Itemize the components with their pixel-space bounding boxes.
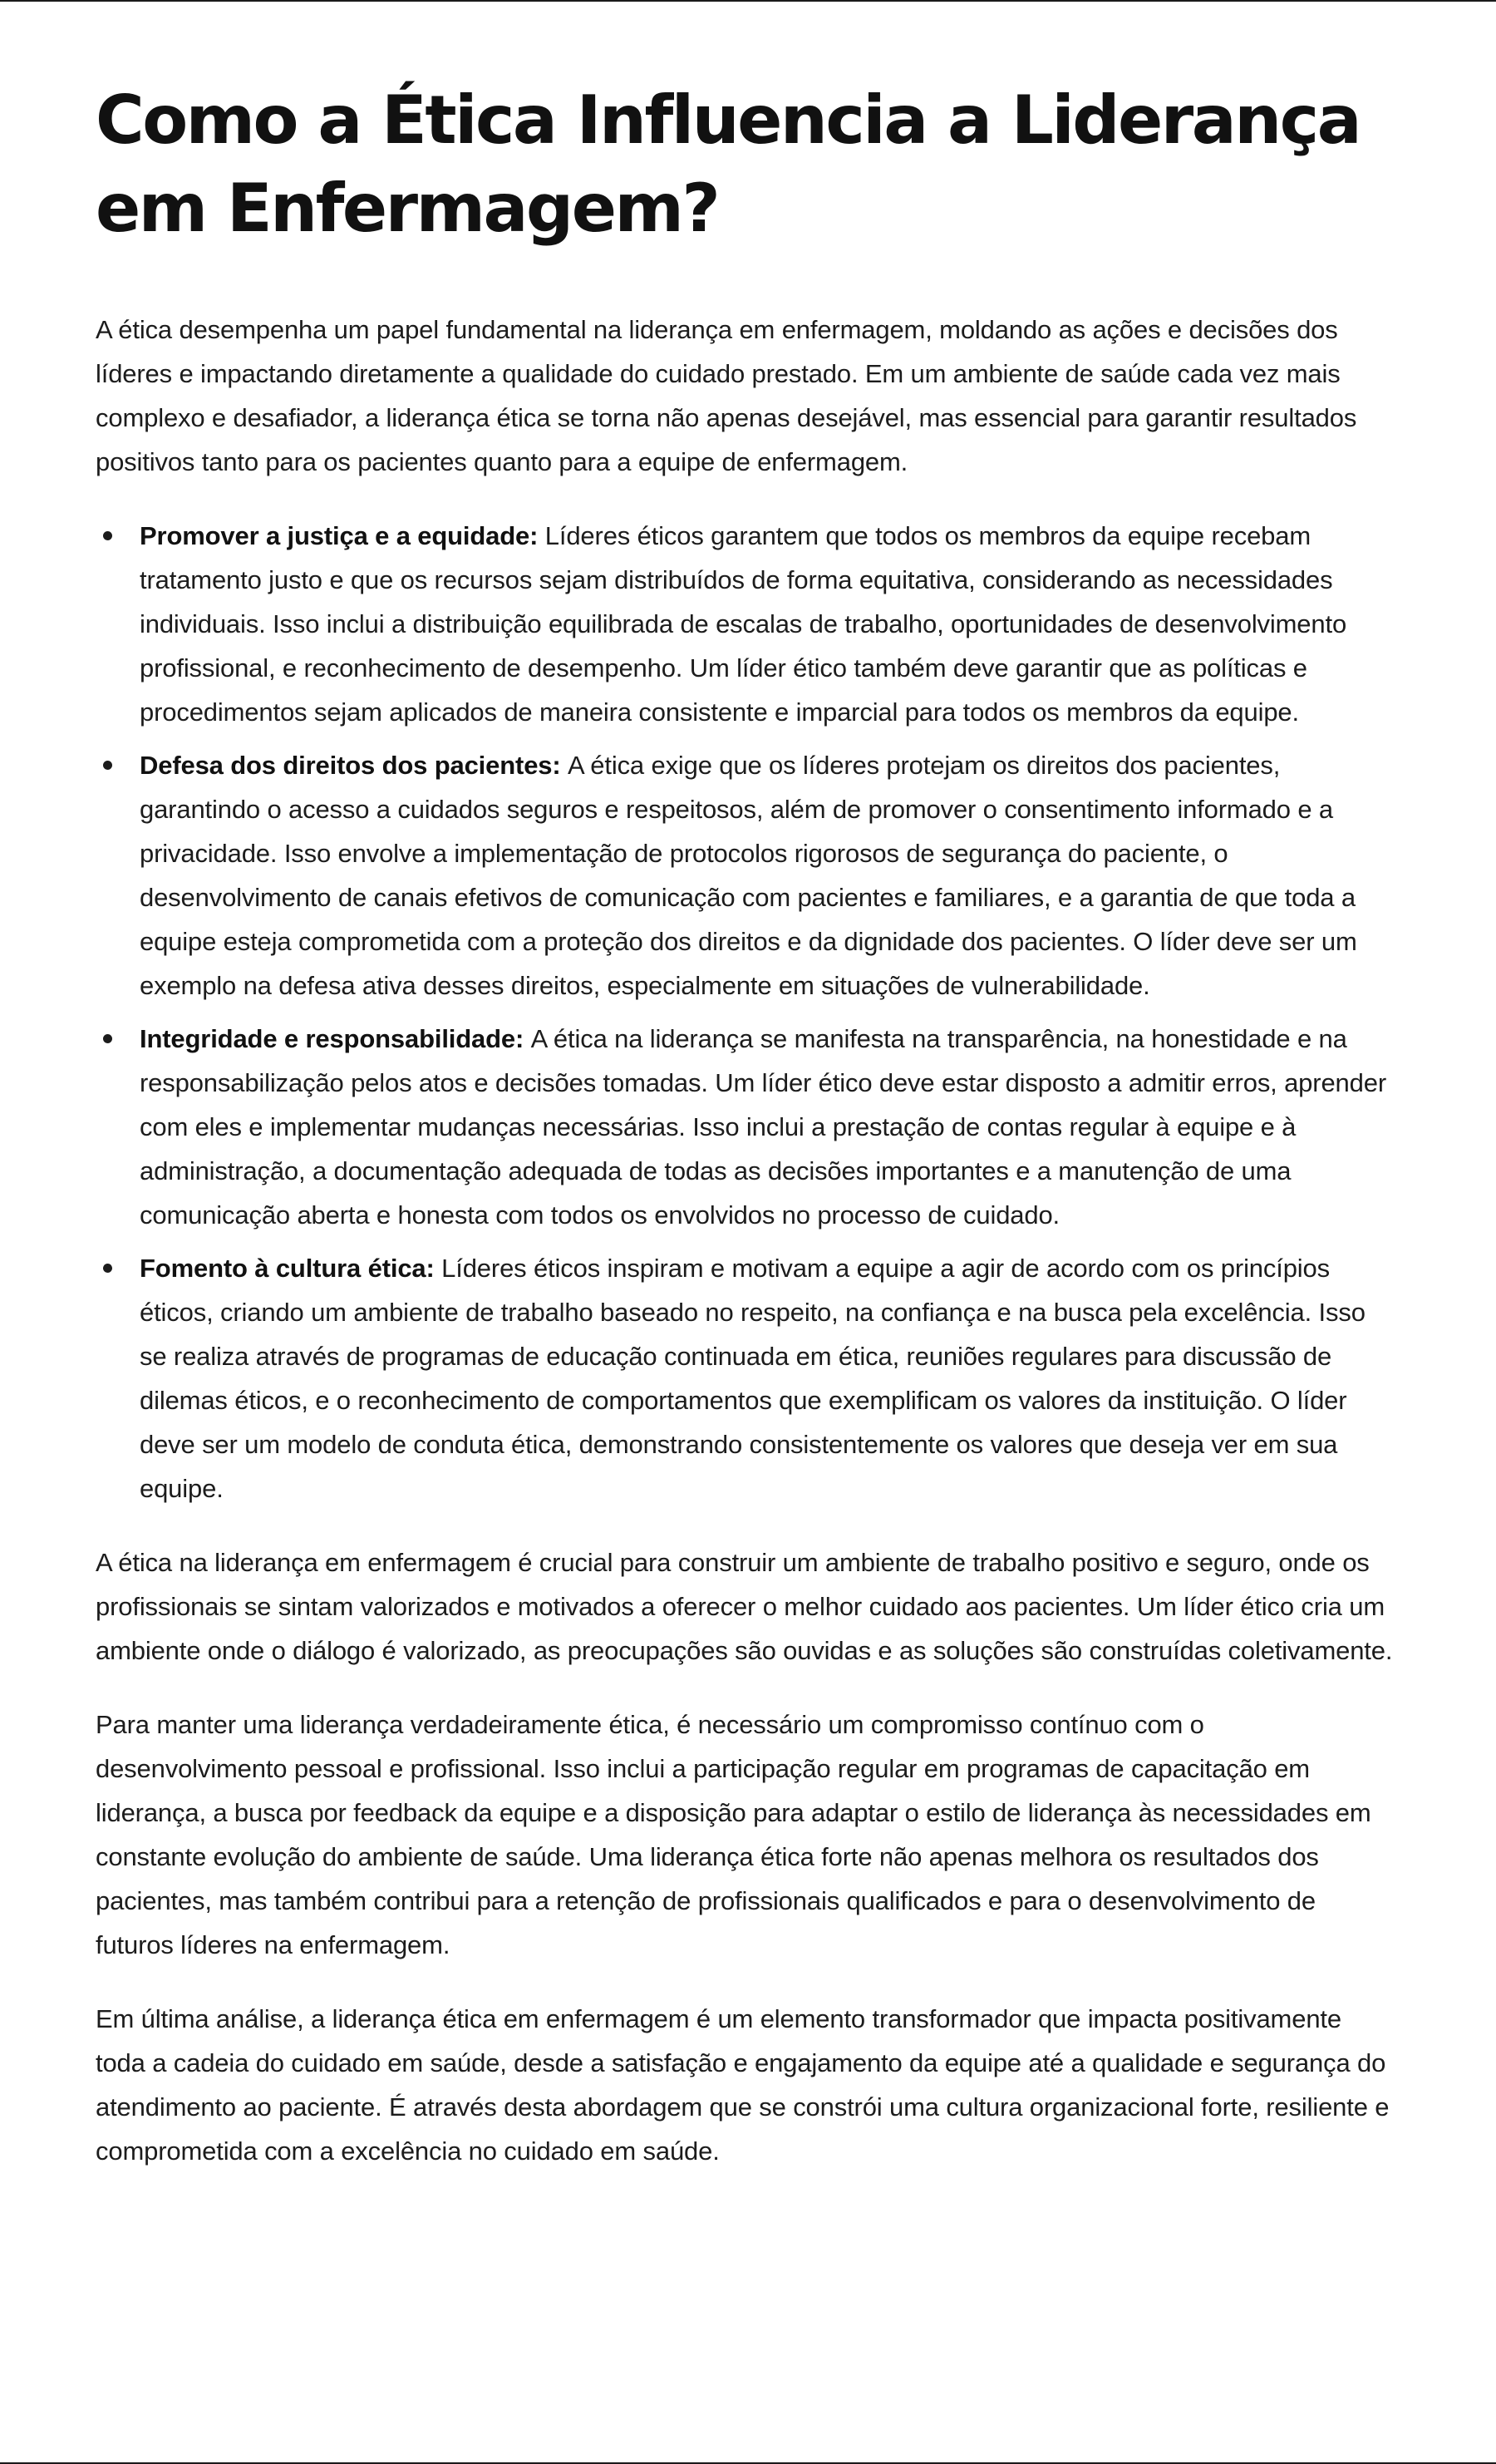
page-title: Como a Ética Influencia a Liderança em Enfermagem? [96, 81, 1361, 247]
list-item-text: Líderes éticos inspiram e motivam a equipe a agir de acordo com os princípios éticos, criando um ambiente de trabalho baseado no respeito, na confiança e na busca pela excelência. Isso se realiza através de programas de educação continuada em ética, reuniões regulares para discussão de dilemas éticos, e o reconhecimento de comportamentos que exemplificam os valores da instituição. O líder deve ser um modelo de conduta ética, demonstrando consistentemente os valores que deseja ver em sua equipe. [140, 1254, 1366, 1503]
list-item-text: A ética exige que os líderes protejam os direitos dos pacientes, garantindo o acesso a cuidados seguros e respeitosos, além de promover o consentimento informado e a privacidade. Isso envolve a implementação de protocolos rigorosos de segurança do paciente, o desenvolvimento de canais efetivos de comunicação com pacientes e familiares, e a garantia de que toda a equipe esteja comprometida com a proteção dos direitos e da dignidade dos pacientes. O líder deve ser um exemplo na defesa ativa desses direitos, especialmente em situações de vulnerabilidade. [140, 751, 1357, 1000]
list-item-title: Defesa dos direitos dos pacientes: [140, 751, 568, 780]
list-item-text: A ética na liderança se manifesta na transparência, na honestidade e na responsabilização pelos atos e decisões tomadas. Um líder ético deve estar disposto a admitir erros, aprender com eles e implementar mudanças necessárias. Isso inclui a prestação de contas regular à equipe e à administração, a documentação adequada de todas as decisões importantes e a manutenção de uma comunicação aberta e honesta com todos os envolvidos no processo de cuidado. [140, 1024, 1386, 1230]
list-item-integrity [140, 1017, 1396, 1237]
list-item-text: Líderes éticos garantem que todos os membros da equipe recebam tratamento justo e que os recursos sejam distribuídos de forma equitativa, considerando as necessidades individuais. Isso inclui a distribuição equilibrada de escalas de trabalho, oportunidades de desenvolvimento profissional, e reconhecimento de desempenho. Um líder ético também deve garantir que as políticas e procedimentos sejam aplicados de maneira consistente e imparcial para todos os membros da equipe. [140, 521, 1347, 727]
bullet-icon [103, 761, 112, 770]
list-item-title: Promover a justiça e a equidade: [140, 521, 545, 550]
article [96, 76, 1396, 2203]
list-item-patient-rights [140, 743, 1396, 1008]
list-item-title: Fomento à cultura ética: [140, 1254, 442, 1283]
principles-list [96, 514, 1396, 1510]
bullet-icon [103, 531, 112, 540]
list-item-title: Integridade e responsabilidade: [140, 1024, 531, 1053]
list-item-justice [140, 514, 1396, 734]
body-paragraph-3: Em última análise, a liderança ética em enfermagem é um elemento transformador que impacta positivamente toda a cadeia do cuidado em saúde, desde a satisfação e engajamento da equipe até a qualidade e segurança do atendimento ao paciente. É através desta abordagem que se constrói uma cultura organizacional forte, resiliente e comprometida com a excelência no cuidado em saúde. [96, 2004, 1390, 2166]
list-item-ethical-culture [140, 1246, 1396, 1510]
intro-paragraph: A ética desempenha um papel fundamental na liderança em enfermagem, moldando as ações e decisões dos líderes e impactando diretamente a qualidade do cuidado prestado. Em um ambiente de saúde cada vez mais complexo e desafiador, a liderança ética se torna não apenas desejável, mas essencial para garantir resultados positivos tanto para os pacientes quanto para a equipe de enfermagem. [96, 315, 1357, 476]
body-paragraph-1: A ética na liderança em enfermagem é crucial para construir um ambiente de trabalho positivo e seguro, onde os profissionais se sintam valorizados e motivados a oferecer o melhor cuidado aos pacientes. Um líder ético cria um ambiente onde o diálogo é valorizado, as preocupações são ouvidas e as soluções são construídas coletivamente. [96, 1548, 1393, 1665]
body-paragraph-2: Para manter uma liderança verdadeiramente ética, é necessário um compromisso contínuo com o desenvolvimento pessoal e profissional. Isso inclui a participação regular em programas de capacitação em liderança, a busca por feedback da equipe e a disposição para adaptar o estilo de liderança às necessidades em constante evolução do ambiente de saúde. Uma liderança ética forte não apenas melhora os resultados dos pacientes, mas também contribui para a retenção de profissionais qualificados e para o desenvolvimento de futuros líderes na enfermagem. [96, 1710, 1371, 1959]
bullet-icon [103, 1034, 112, 1043]
bullet-icon [103, 1264, 112, 1273]
